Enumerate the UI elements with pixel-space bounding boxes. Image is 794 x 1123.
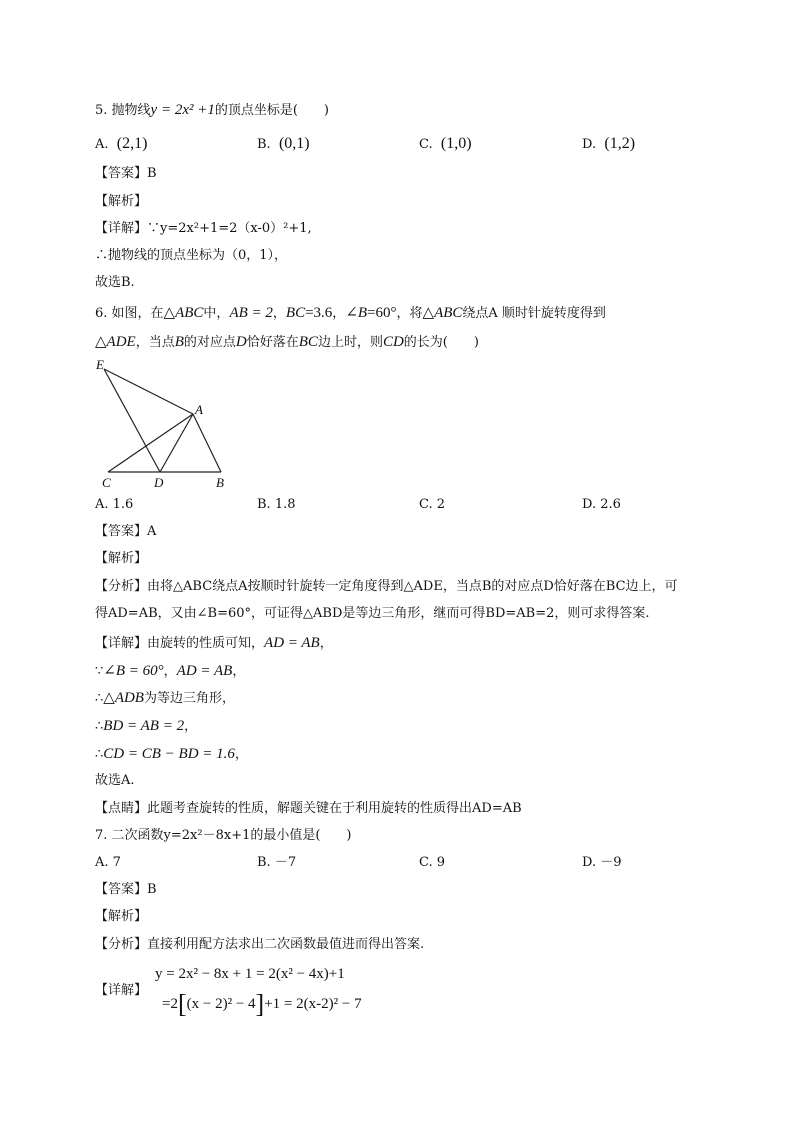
q7-eq-line2 (162, 989, 362, 1019)
q6-answer (95, 523, 156, 541)
q5-option-d-letter: D. (582, 137, 597, 152)
q7-option-a: A. 7 (95, 855, 121, 870)
q5-formula: y = 2x² +1 (150, 102, 215, 118)
q6-option-b: B. 1.8 (257, 497, 296, 512)
q6-detail-1 (95, 634, 333, 653)
q7-option-d: D. －9 (582, 855, 622, 870)
q7-eq-line2-a: =2 (162, 996, 178, 1012)
q7-answer-value: B (147, 882, 157, 897)
q6-detail-2 (95, 662, 245, 681)
q5-option-a (95, 135, 147, 154)
q6-stem1-ab: AB = 2 (229, 305, 273, 321)
q7-fenxi-text: 直接利用配方法求出二次函数最值进而得出答案. (147, 937, 425, 952)
q6-stem2-cd: CD (382, 334, 404, 350)
q6-detail-5a: ∴ (95, 747, 104, 762)
q6-detail-1b: AD = AB (264, 635, 320, 651)
q5-detail-text: ∵y=2x²+1=2（x-0）²+1, (147, 221, 312, 236)
q5-stem-prefix: 5. 抛物线 (95, 103, 151, 118)
q6-stem1-angle: ∠B (345, 305, 368, 321)
q6-stem2-f: 的长为( ) (403, 335, 479, 350)
q5-option-d (582, 135, 635, 154)
label-a: A (195, 402, 203, 417)
q7-stem: 7. 二次函数y=2x²－8x+1的最小值是( ) (95, 828, 352, 843)
q6-stem2-bc: BC (298, 334, 318, 350)
q7-fenxi-label: 【分析】 (95, 937, 148, 952)
label-d: D (154, 475, 164, 490)
q6-stem1-e: ，将 (396, 306, 423, 321)
q6-stem1-c: ， (272, 306, 286, 321)
q7-eq-line2-b: (x − 2)² − 4 (186, 996, 256, 1012)
q5-answer-value: B (147, 166, 157, 181)
triangle-figure (94, 356, 234, 491)
q6-detail-5 (95, 745, 248, 764)
q7-eq-line2-c: +1 = 2(x-2)² − 7 (264, 996, 362, 1012)
q6-stem1-tri: △ABC (163, 305, 204, 321)
q6-detail-2e: ， (232, 664, 246, 679)
q5-stem-suffix: 的顶点坐标是( ) (214, 103, 330, 118)
q6-option-a: A. 1.6 (95, 497, 134, 512)
q6-detail-2a: ∵ (95, 664, 104, 679)
q5-option-c (419, 135, 472, 154)
q6-stem2-a: ，当点 (135, 335, 175, 350)
q5-option-a-letter: A. (95, 137, 109, 152)
q7-fenxi (95, 936, 424, 954)
q6-detail-3a: ∴ (95, 691, 104, 706)
q5-analysis-label: 【解析】 (95, 194, 148, 209)
segment-ea (104, 369, 193, 414)
q7-eq-line1: y = 2x² − 8x + 1 = 2(x² − 4x)+1 (155, 966, 345, 982)
segment-ed (104, 369, 160, 472)
q6-stem2-c: 的对应点 (183, 335, 236, 350)
q5-stem (95, 101, 329, 120)
q7-answer (95, 881, 157, 899)
q6-comment-label: 【点睛】 (95, 801, 148, 816)
q6-stem-line2 (95, 333, 479, 352)
q6-fenxi-label: 【分析】 (95, 579, 148, 594)
q6-stem1-anglev: =60° (367, 305, 397, 321)
q5-detail (95, 220, 312, 238)
segment-da (160, 414, 193, 472)
q6-comment (95, 800, 522, 818)
q6-fenxi-2: 得AD=AB，又由∠B=60°，可证得△ABD是等边三角形，继而可得BD=AB=2，则可求得答案. (95, 606, 650, 621)
q5-answer-label: 【答案】 (95, 166, 148, 181)
q7-option-c: C. 9 (419, 855, 446, 870)
q6-choose: 故选A. (95, 773, 135, 788)
q6-comment-text: 此题考查旋转的性质，解题关键在于利用旋转的性质得出AD=AB (147, 801, 522, 816)
q6-detail-4b: BD = AB = 2 (103, 718, 185, 734)
q6-detail-2b: ∠B = 60° (103, 663, 164, 679)
q7-answer-label: 【答案】 (95, 882, 148, 897)
q5-option-a-value: (2,1) (116, 135, 148, 152)
q7-option-b: B. －7 (257, 855, 297, 870)
segment-ca (108, 414, 193, 472)
q7-detail-label: 【详解】 (95, 983, 148, 998)
left-bracket-icon: [ (177, 989, 187, 1019)
q6-detail-3c: 为等边三角形， (143, 691, 235, 706)
q5-option-c-letter: C. (419, 137, 433, 152)
q5-choose: 故选B. (95, 275, 135, 290)
q6-stem1-bc: BC (285, 305, 306, 321)
q6-analysis-label: 【解析】 (95, 551, 148, 566)
q6-stem2-d1: D (235, 334, 247, 350)
q6-stem2-e: 边上时，则 (317, 335, 383, 350)
q6-stem1-a: 6. 如图，在 (95, 306, 164, 321)
q6-detail-label: 【详解】 (95, 636, 148, 651)
q5-option-c-value: (1,0) (440, 135, 472, 152)
q6-detail-3b: △ADB (103, 690, 144, 706)
q6-answer-label: 【答案】 (95, 524, 148, 539)
q6-stem2-d: 恰好落在 (246, 335, 299, 350)
q6-detail-3 (95, 689, 235, 708)
q6-option-c: C. 2 (419, 497, 446, 512)
q6-detail-4c: ， (184, 719, 198, 734)
q5-option-b-value: (0,1) (278, 135, 310, 152)
label-e: E (96, 357, 104, 372)
q5-answer (95, 165, 157, 183)
q6-stem1-bcv: =3.6 (305, 305, 333, 321)
q6-fenxi-1 (95, 578, 678, 596)
right-bracket-icon: ] (255, 989, 265, 1019)
q6-answer-value: A (147, 524, 157, 539)
q6-stem-line1 (95, 304, 606, 323)
label-c: C (102, 475, 111, 490)
q6-detail-1a: 由旋转的性质可知， (147, 636, 265, 651)
q5-option-b-letter: B. (257, 137, 271, 152)
q5-conclusion: ∴抛物线的顶点坐标为（0，1）， (95, 248, 288, 263)
q6-stem1-tri2: △ABC (422, 305, 463, 321)
q6-stem1-f: 绕点A 顺时针旋转度得到 (462, 306, 606, 321)
q6-detail-4a: ∴ (95, 719, 104, 734)
q6-detail-2c: ， (163, 664, 177, 679)
q7-analysis-label: 【解析】 (95, 909, 148, 924)
q6-stem1-d: ， (332, 306, 346, 321)
q6-detail-2d: AD = AB (176, 663, 233, 679)
q5-option-b (257, 135, 310, 154)
segment-ba (193, 414, 221, 472)
q6-option-d: D. 2.6 (582, 497, 621, 512)
q6-detail-4 (95, 717, 197, 736)
q6-detail-5c: ， (234, 747, 248, 762)
q6-stem2-b1: B (174, 334, 184, 350)
q6-stem1-b: 中， (203, 306, 230, 321)
q5-option-d-value: (1,2) (604, 135, 636, 152)
q5-detail-label: 【详解】 (95, 221, 148, 236)
label-b: B (216, 475, 224, 490)
q6-detail-1c: ， (319, 636, 333, 651)
q6-fenxi-text-1: 由将△ABC绕点A按顺时针旋转一定角度得到△ADE，当点B的对应点D恰好落在BC边上，可 (147, 579, 678, 594)
q6-detail-5b: CD = CB − BD = 1.6 (103, 746, 235, 762)
q6-stem2-tri: △ADE (95, 334, 136, 350)
